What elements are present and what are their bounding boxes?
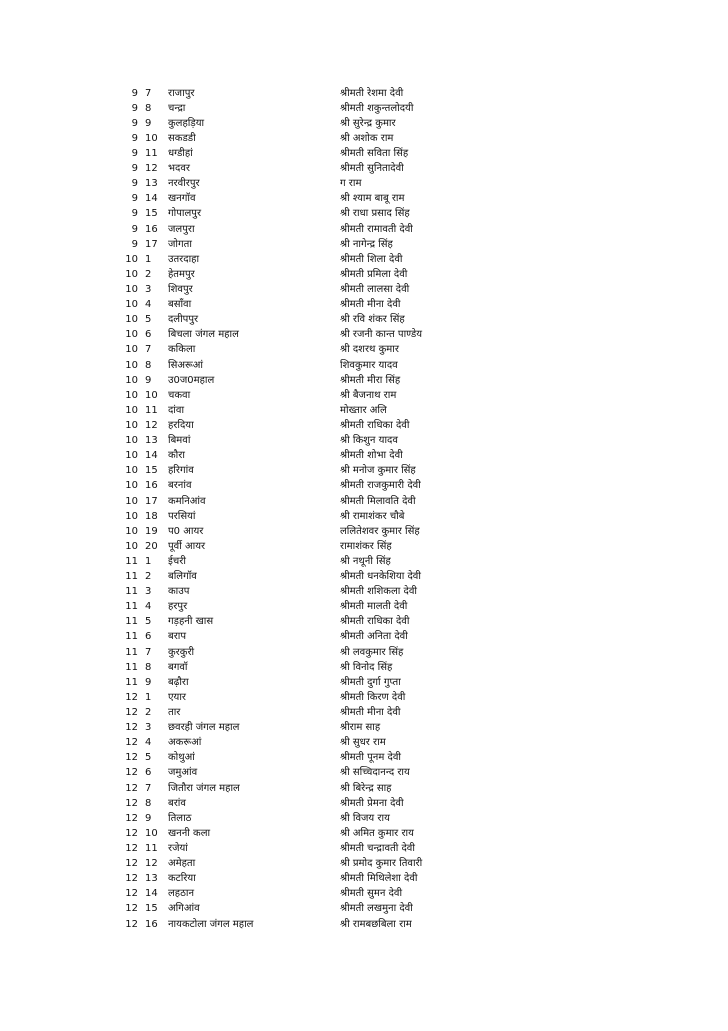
village-name-cell: बलिगॉव <box>168 571 197 583</box>
village-name-cell: लहठान <box>168 888 195 900</box>
serial-number-cell: 2 <box>145 571 152 583</box>
block-number-cell: 9 <box>131 147 138 159</box>
serial-number-cell: 5 <box>145 616 152 628</box>
serial-number-cell: 12 <box>145 419 158 431</box>
table-row <box>112 811 540 826</box>
serial-number-cell: 16 <box>145 918 158 930</box>
block-number-cell: 9 <box>131 238 138 250</box>
village-name-cell: बसॉंवा <box>168 299 192 311</box>
table-row <box>112 252 540 267</box>
village-name-cell: जलपुरा <box>168 223 195 235</box>
person-name-cell: श्री बिरेन्द्र साह <box>340 782 392 794</box>
block-number-cell: 11 <box>125 586 138 598</box>
table-row <box>112 675 540 690</box>
serial-number-cell: 7 <box>145 87 152 99</box>
table-row <box>112 146 540 161</box>
block-number-cell: 10 <box>125 419 138 431</box>
table-row <box>112 615 540 630</box>
table-row <box>112 509 540 524</box>
table-row <box>112 570 540 585</box>
block-number-cell: 12 <box>125 843 138 855</box>
serial-number-cell: 1 <box>145 555 152 567</box>
table-row <box>112 902 540 917</box>
block-number-cell: 12 <box>125 707 138 719</box>
table-row <box>112 131 540 146</box>
table-row <box>112 267 540 282</box>
village-name-cell: चकवा <box>168 389 191 401</box>
person-name-cell: श्री नागेन्द्र सिंह <box>340 238 393 250</box>
block-number-cell: 12 <box>125 752 138 764</box>
table-row <box>112 192 540 207</box>
serial-number-cell: 8 <box>145 102 152 114</box>
person-name-cell: रामाशंकर सिंह <box>340 540 392 552</box>
village-name-cell: कुलहड़िया <box>168 117 205 129</box>
person-name-cell: श्री रामबछबिला राम <box>340 918 412 930</box>
table-row <box>112 373 540 388</box>
table-row <box>112 162 540 177</box>
serial-number-cell: 6 <box>145 767 152 779</box>
block-number-cell: 11 <box>125 676 138 688</box>
serial-number-cell: 15 <box>145 208 158 220</box>
village-name-cell: धग्डीहां <box>168 147 193 159</box>
block-number-cell: 12 <box>125 888 138 900</box>
table-row <box>112 86 540 101</box>
block-number-cell: 12 <box>125 873 138 885</box>
serial-number-cell: 6 <box>145 631 152 643</box>
block-number-cell: 10 <box>125 540 138 552</box>
person-name-cell: श्री बैजनाथ राम <box>340 389 397 401</box>
person-name-cell: श्रीमती धनकेशिया देवी <box>340 571 421 583</box>
table-row <box>112 116 540 131</box>
person-name-cell: श्रीमती रामावती देवी <box>340 223 413 235</box>
village-name-cell: बराप <box>168 631 187 643</box>
person-name-cell: श्री विजय राय <box>340 812 390 824</box>
panchayat-list-table <box>112 86 540 932</box>
block-number-cell: 12 <box>125 858 138 870</box>
serial-number-cell: 8 <box>145 661 152 673</box>
table-row <box>112 736 540 751</box>
person-name-cell: श्रीमती राधिका देवी <box>340 616 410 628</box>
table-row <box>112 690 540 705</box>
village-name-cell: छवरही जंगल महाल <box>168 722 240 734</box>
serial-number-cell: 19 <box>145 525 158 537</box>
person-name-cell: श्रीमती मालती देवी <box>340 601 408 613</box>
table-row <box>112 705 540 720</box>
serial-number-cell: 14 <box>145 450 158 462</box>
table-row <box>112 479 540 494</box>
table-row <box>112 358 540 373</box>
serial-number-cell: 10 <box>145 827 158 839</box>
serial-number-cell: 5 <box>145 314 152 326</box>
village-name-cell: कटरिया <box>168 873 196 885</box>
block-number-cell: 11 <box>125 661 138 673</box>
serial-number-cell: 12 <box>145 163 158 175</box>
village-name-cell: भदवर <box>168 163 190 175</box>
person-name-cell: श्रीमती शोभा देवी <box>340 450 403 462</box>
village-name-cell: दांवा <box>168 404 185 416</box>
block-number-cell: 10 <box>125 359 138 371</box>
serial-number-cell: 8 <box>145 797 152 809</box>
village-name-cell: कुरकुरी <box>168 646 195 658</box>
village-name-cell: सिअरूआं <box>168 359 203 371</box>
person-name-cell: श्रीमती मीना देवी <box>340 707 401 719</box>
person-name-cell: श्रीमती पूनम देवी <box>340 752 401 764</box>
village-name-cell: बरनांव <box>168 480 192 492</box>
village-name-cell: अकरूआं <box>168 737 202 749</box>
table-row <box>112 328 540 343</box>
serial-number-cell: 17 <box>145 495 158 507</box>
person-name-cell: श्रीमती सविता सिंह <box>340 147 409 159</box>
block-number-cell: 9 <box>131 223 138 235</box>
village-name-cell: हरपुर <box>168 601 188 613</box>
person-name-cell: श्री नथूनी सिंह <box>340 555 391 567</box>
village-name-cell: उतरदाहा <box>168 253 200 265</box>
block-number-cell: 11 <box>125 631 138 643</box>
table-row <box>112 237 540 252</box>
village-name-cell: बरांव <box>168 797 186 809</box>
person-name-cell: श्री अमित कुमार राय <box>340 827 414 839</box>
person-name-cell: श्रीमती शशिकला देवी <box>340 586 417 598</box>
person-name-cell: श्री रजनी कान्त पाण्डेय <box>340 329 423 341</box>
person-name-cell: श्रीमती सुनितादेवी <box>340 163 404 175</box>
block-number-cell: 11 <box>125 601 138 613</box>
person-name-cell: श्री राधा प्रसाद सिंह <box>340 208 410 220</box>
table-row <box>112 313 540 328</box>
serial-number-cell: 9 <box>145 374 152 386</box>
table-row <box>112 660 540 675</box>
block-number-cell: 10 <box>125 465 138 477</box>
person-name-cell: श्रीमती राजकुमारी देवी <box>340 480 421 492</box>
village-name-cell: परसियां <box>168 510 196 522</box>
block-number-cell: 10 <box>125 510 138 522</box>
village-name-cell: कोथुआं <box>168 752 195 764</box>
village-name-cell: चन्द्रा <box>168 102 186 114</box>
person-name-cell: श्रीमती चन्द्रावती देवी <box>340 843 415 855</box>
serial-number-cell: 11 <box>145 843 158 855</box>
table-row <box>112 887 540 902</box>
serial-number-cell: 9 <box>145 676 152 688</box>
person-name-cell: श्रीमती अनिता देवी <box>340 631 408 643</box>
block-number-cell: 9 <box>131 178 138 190</box>
table-row <box>112 841 540 856</box>
table-row <box>112 781 540 796</box>
village-name-cell: जोगता <box>168 238 192 250</box>
village-name-cell: बिमवां <box>168 435 191 447</box>
village-name-cell: कौरा <box>168 450 185 462</box>
block-number-cell: 12 <box>125 782 138 794</box>
block-number-cell: 9 <box>131 163 138 175</box>
serial-number-cell: 11 <box>145 147 158 159</box>
serial-number-cell: 4 <box>145 299 152 311</box>
village-name-cell: शिवपुर <box>168 283 193 295</box>
block-number-cell: 12 <box>125 827 138 839</box>
table-row <box>112 418 540 433</box>
person-name-cell: श्रीमती मिलावति देवी <box>340 495 416 507</box>
person-name-cell: श्री रामाशंकर चौबे <box>340 510 405 522</box>
village-name-cell: बिचला जंगल महाल <box>168 329 239 341</box>
serial-number-cell: 15 <box>145 465 158 477</box>
block-number-cell: 10 <box>125 450 138 462</box>
serial-number-cell: 11 <box>145 404 158 416</box>
serial-number-cell: 2 <box>145 707 152 719</box>
village-name-cell: गोपालपुर <box>168 208 202 220</box>
person-name-cell: श्री सुरेन्द्र कुमार <box>340 117 396 129</box>
serial-number-cell: 13 <box>145 435 158 447</box>
village-name-cell: हरदिया <box>168 419 194 431</box>
table-row <box>112 207 540 222</box>
block-number-cell: 12 <box>125 691 138 703</box>
village-name-cell: कमनिआंव <box>168 495 206 507</box>
table-row <box>112 796 540 811</box>
serial-number-cell: 13 <box>145 178 158 190</box>
block-number-cell: 9 <box>131 208 138 220</box>
village-name-cell: अगिआंव <box>168 903 200 915</box>
village-name-cell: खननी कला <box>168 827 211 839</box>
table-row <box>112 464 540 479</box>
block-number-cell: 12 <box>125 797 138 809</box>
serial-number-cell: 1 <box>145 691 152 703</box>
serial-number-cell: 3 <box>145 283 152 295</box>
person-name-cell: श्रीमती सुमन देवी <box>340 888 403 900</box>
serial-number-cell: 4 <box>145 737 152 749</box>
block-number-cell: 10 <box>125 314 138 326</box>
serial-number-cell: 3 <box>145 586 152 598</box>
village-name-cell: नायकटोला जंगल महाल <box>168 918 254 930</box>
table-row <box>112 630 540 645</box>
serial-number-cell: 1 <box>145 253 152 265</box>
person-name-cell: ललितेशवर कुमार सिंह <box>340 525 420 537</box>
table-row <box>112 585 540 600</box>
block-number-cell: 10 <box>125 329 138 341</box>
serial-number-cell: 15 <box>145 903 158 915</box>
village-name-cell: राजापुर <box>168 87 195 99</box>
table-row <box>112 857 540 872</box>
person-name-cell: श्री लवकुमार सिंह <box>340 646 404 658</box>
person-name-cell: श्रीमती मिथिलेशा देवी <box>340 873 418 885</box>
serial-number-cell: 12 <box>145 858 158 870</box>
village-name-cell: रजेयां <box>168 843 188 855</box>
block-number-cell: 9 <box>131 132 138 144</box>
serial-number-cell: 3 <box>145 722 152 734</box>
person-name-cell: मोख्तार अलि <box>340 404 387 416</box>
block-number-cell: 10 <box>125 404 138 416</box>
village-name-cell: दलीपपुर <box>168 314 199 326</box>
person-name-cell: श्रीमती शकुन्तलोदयी <box>340 102 414 114</box>
table-row <box>112 917 540 932</box>
person-name-cell: श्रीमती दुर्गा गुप्ता <box>340 676 401 688</box>
serial-number-cell: 16 <box>145 223 158 235</box>
table-row <box>112 298 540 313</box>
table-row <box>112 872 540 887</box>
block-number-cell: 10 <box>125 268 138 280</box>
village-name-cell: काउप <box>168 586 190 598</box>
table-row <box>112 721 540 736</box>
person-name-cell: श्रीमती रेशमा देवी <box>340 87 404 99</box>
block-number-cell: 12 <box>125 722 138 734</box>
person-name-cell: श्री किशुन यादव <box>340 435 398 447</box>
village-name-cell: प0 आयर <box>168 525 204 537</box>
serial-number-cell: 5 <box>145 752 152 764</box>
village-name-cell: जमुआंव <box>168 767 198 779</box>
serial-number-cell: 17 <box>145 238 158 250</box>
table-row <box>112 539 540 554</box>
serial-number-cell: 14 <box>145 193 158 205</box>
block-number-cell: 9 <box>131 102 138 114</box>
serial-number-cell: 6 <box>145 329 152 341</box>
block-number-cell: 10 <box>125 495 138 507</box>
person-name-cell: श्रीराम साह <box>340 722 381 734</box>
table-row <box>112 177 540 192</box>
table-row <box>112 434 540 449</box>
serial-number-cell: 7 <box>145 344 152 356</box>
village-name-cell: तार <box>168 707 181 719</box>
serial-number-cell: 9 <box>145 812 152 824</box>
table-row <box>112 554 540 569</box>
serial-number-cell: 10 <box>145 132 158 144</box>
person-name-cell: श्रीमती प्रेमना देवी <box>340 797 404 809</box>
table-row <box>112 343 540 358</box>
table-row <box>112 403 540 418</box>
serial-number-cell: 10 <box>145 389 158 401</box>
block-number-cell: 11 <box>125 571 138 583</box>
village-name-cell: जितौरा जंगल महाल <box>168 782 240 794</box>
person-name-cell: श्री रवि शंकर सिंह <box>340 314 405 326</box>
person-name-cell: श्री विनोद सिंह <box>340 661 393 673</box>
village-name-cell: हरिगांव <box>168 465 194 477</box>
block-number-cell: 10 <box>125 253 138 265</box>
village-name-cell: ककिला <box>168 344 196 356</box>
person-name-cell: श्रीमती शिला देवी <box>340 253 403 265</box>
table-row <box>112 524 540 539</box>
block-number-cell: 10 <box>125 299 138 311</box>
block-number-cell: 10 <box>125 344 138 356</box>
village-name-cell: खनगॉव <box>168 193 196 205</box>
block-number-cell: 10 <box>125 283 138 295</box>
table-row <box>112 751 540 766</box>
serial-number-cell: 20 <box>145 540 158 552</box>
person-name-cell: ग राम <box>340 178 362 190</box>
serial-number-cell: 4 <box>145 601 152 613</box>
serial-number-cell: 14 <box>145 888 158 900</box>
table-row <box>112 222 540 237</box>
block-number-cell: 12 <box>125 767 138 779</box>
person-name-cell: शिवकुमार यादव <box>340 359 398 371</box>
serial-number-cell: 18 <box>145 510 158 522</box>
serial-number-cell: 7 <box>145 646 152 658</box>
block-number-cell: 10 <box>125 389 138 401</box>
block-number-cell: 10 <box>125 480 138 492</box>
person-name-cell: श्री मनोज कुमार सिंह <box>340 465 416 477</box>
table-row <box>112 282 540 297</box>
village-name-cell: नरवीरपुर <box>168 178 200 190</box>
block-number-cell: 12 <box>125 737 138 749</box>
village-name-cell: बगवॉ <box>168 661 188 673</box>
table-row <box>112 388 540 403</box>
person-name-cell: श्री प्रमोद कुमार तिवारी <box>340 858 423 870</box>
table-row <box>112 600 540 615</box>
block-number-cell: 10 <box>125 435 138 447</box>
table-row <box>112 826 540 841</box>
village-name-cell: एयार <box>168 691 187 703</box>
person-name-cell: श्री श्याम बाबू राम <box>340 193 405 205</box>
block-number-cell: 9 <box>131 87 138 99</box>
person-name-cell: श्री सुधर राम <box>340 737 386 749</box>
person-name-cell: श्रीमती लखमुना देवी <box>340 903 413 915</box>
person-name-cell: श्रीमती मीना देवी <box>340 299 401 311</box>
serial-number-cell: 8 <box>145 359 152 371</box>
village-name-cell: ईचरी <box>168 555 186 567</box>
person-name-cell: श्रीमती किरण देवी <box>340 691 406 703</box>
panchayat-list-body <box>112 86 540 932</box>
village-name-cell: बढ़ौरा <box>168 676 189 688</box>
serial-number-cell: 13 <box>145 873 158 885</box>
serial-number-cell: 7 <box>145 782 152 794</box>
block-number-cell: 11 <box>125 616 138 628</box>
table-row <box>112 494 540 509</box>
village-name-cell: उ0ज0महाल <box>168 374 215 386</box>
serial-number-cell: 2 <box>145 268 152 280</box>
table-row <box>112 766 540 781</box>
serial-number-cell: 16 <box>145 480 158 492</box>
block-number-cell: 9 <box>131 193 138 205</box>
block-number-cell: 10 <box>125 374 138 386</box>
village-name-cell: गड़हनी खास <box>168 616 214 628</box>
table-row <box>112 645 540 660</box>
person-name-cell: श्रीमती प्रमिला देवी <box>340 268 408 280</box>
serial-number-cell: 9 <box>145 117 152 129</box>
person-name-cell: श्री दशरथ कुमार <box>340 344 399 356</box>
person-name-cell: श्रीमती मीरा सिंह <box>340 374 401 386</box>
block-number-cell: 12 <box>125 918 138 930</box>
village-name-cell: तिलाठ <box>168 812 192 824</box>
village-name-cell: सकडडी <box>168 132 196 144</box>
person-name-cell: श्री सच्चिदानन्द राय <box>340 767 410 779</box>
person-name-cell: श्री अशोक राम <box>340 132 394 144</box>
block-number-cell: 10 <box>125 525 138 537</box>
village-name-cell: हेतमपुर <box>168 268 195 280</box>
person-name-cell: श्रीमती राधिका देवी <box>340 419 410 431</box>
table-row <box>112 101 540 116</box>
village-name-cell: पूर्वी आयर <box>168 540 206 552</box>
block-number-cell: 12 <box>125 812 138 824</box>
block-number-cell: 11 <box>125 646 138 658</box>
block-number-cell: 9 <box>131 117 138 129</box>
block-number-cell: 12 <box>125 903 138 915</box>
block-number-cell: 11 <box>125 555 138 567</box>
village-name-cell: अमेहता <box>168 858 196 870</box>
table-row <box>112 449 540 464</box>
person-name-cell: श्रीमती लालसा देवी <box>340 283 410 295</box>
